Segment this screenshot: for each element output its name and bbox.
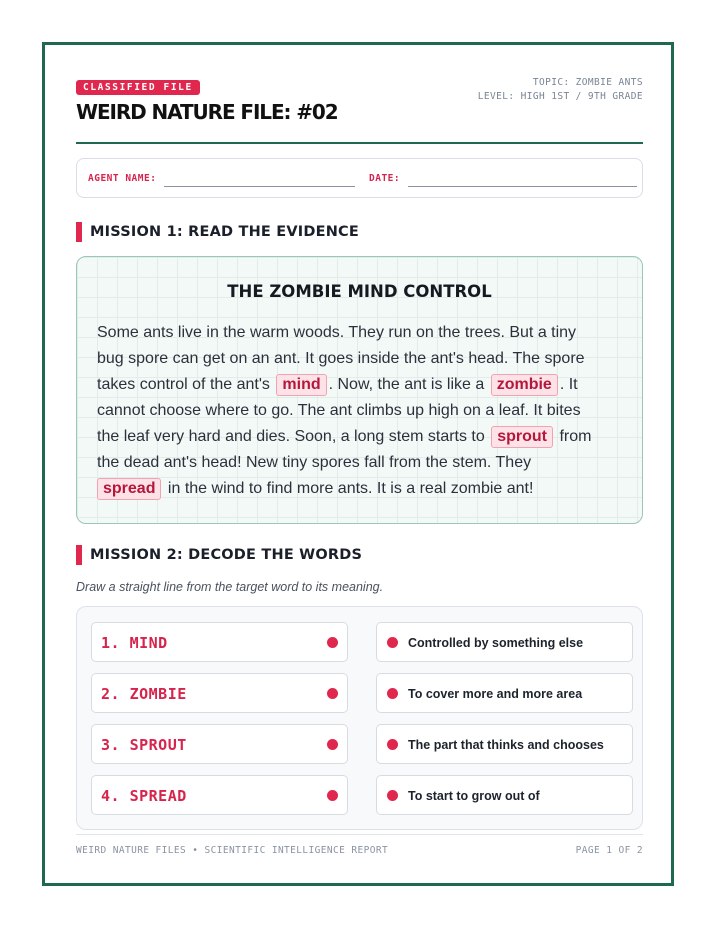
story-line: cannot choose where to go. The ant climbs up high on a leaf. It bites xyxy=(97,402,581,419)
footer-title: WEIRD NATURE FILES • SCIENTIFIC INTELLIGENCE REPORT xyxy=(76,845,389,856)
target-word-mind: mind xyxy=(276,374,326,396)
connector-dot[interactable] xyxy=(327,790,338,801)
story-text xyxy=(97,320,628,502)
story-line xyxy=(97,476,628,502)
header-divider xyxy=(76,142,643,144)
word-card-zombie[interactable] xyxy=(91,673,348,713)
level-label: LEVEL: HIGH 1ST / 9TH GRADE xyxy=(477,91,643,102)
story-line: Some ants live in the warm woods. They run on the trees. But a tiny xyxy=(97,324,577,341)
story-fragment: takes control of the ant's xyxy=(97,376,270,393)
definition-text: Controlled by something else xyxy=(408,636,584,650)
target-word-zombie: zombie xyxy=(491,374,558,396)
page-title: WEIRD NATURE FILE: #02 xyxy=(76,100,338,124)
definition-text: The part that thinks and chooses xyxy=(408,738,604,752)
mission2-instructions: Draw a straight line from the target word to its meaning. xyxy=(76,580,384,594)
target-word-spread: spread xyxy=(97,478,161,500)
worksheet-page xyxy=(42,42,674,886)
story-line: the dead ant's head! New tiny spores fall from the stem. They xyxy=(97,454,532,471)
page-number: PAGE 1 OF 2 xyxy=(575,845,643,856)
story-line: bug spore can get on an ant. It goes inside the ant's head. The spore xyxy=(97,350,585,367)
section-marker xyxy=(76,545,82,565)
definition-text: To cover more and more area xyxy=(408,687,583,701)
word-card-spread[interactable] xyxy=(91,775,348,815)
section-marker xyxy=(76,222,82,242)
definition-card[interactable] xyxy=(376,622,633,662)
story-line xyxy=(97,372,628,398)
date-field[interactable] xyxy=(408,186,637,187)
topic-label: TOPIC: ZOMBIE ANTS xyxy=(532,77,643,88)
footer-divider xyxy=(76,834,643,835)
connector-dot[interactable] xyxy=(327,637,338,648)
story-fragment: the leaf very hard and dies. Soon, a long stem starts to xyxy=(97,428,485,445)
mission1-heading-text: MISSION 1: READ THE EVIDENCE xyxy=(90,224,360,240)
agent-name-label: AGENT NAME: xyxy=(88,173,157,184)
word-label: 1. MIND xyxy=(101,634,168,652)
connector-dot[interactable] xyxy=(327,688,338,699)
connector-dot[interactable] xyxy=(387,688,398,699)
definition-card[interactable] xyxy=(376,724,633,764)
matching-panel xyxy=(76,606,643,830)
definition-card[interactable] xyxy=(376,673,633,713)
word-label: 4. SPREAD xyxy=(101,787,187,805)
target-word-sprout: sprout xyxy=(491,426,553,448)
word-card-sprout[interactable] xyxy=(91,724,348,764)
classified-badge: CLASSIFIED FILE xyxy=(76,80,200,95)
file-meta xyxy=(478,76,643,104)
word-label: 3. SPROUT xyxy=(101,736,187,754)
story-fragment: . Now, the ant is like a xyxy=(328,376,485,393)
connector-dot[interactable] xyxy=(387,790,398,801)
word-label: 2. ZOMBIE xyxy=(101,685,187,703)
story-fragment: from xyxy=(559,428,592,445)
word-card-mind[interactable] xyxy=(91,622,348,662)
story-title: THE ZOMBIE MIND CONTROL xyxy=(227,282,492,301)
evidence-panel xyxy=(76,256,643,524)
definition-text: To start to grow out of xyxy=(408,789,540,803)
agent-name-field[interactable] xyxy=(164,186,355,187)
date-label: DATE: xyxy=(369,173,401,184)
connector-dot[interactable] xyxy=(387,739,398,750)
connector-dot[interactable] xyxy=(327,739,338,750)
story-fragment: . It xyxy=(559,376,578,393)
agent-info-box xyxy=(76,158,643,198)
definition-card[interactable] xyxy=(376,775,633,815)
story-fragment: in the wind to find more ants. It is a real zombie ant! xyxy=(167,480,534,497)
connector-dot[interactable] xyxy=(387,637,398,648)
story-line xyxy=(97,424,628,450)
mission2-heading-text: MISSION 2: DECODE THE WORDS xyxy=(90,547,363,563)
